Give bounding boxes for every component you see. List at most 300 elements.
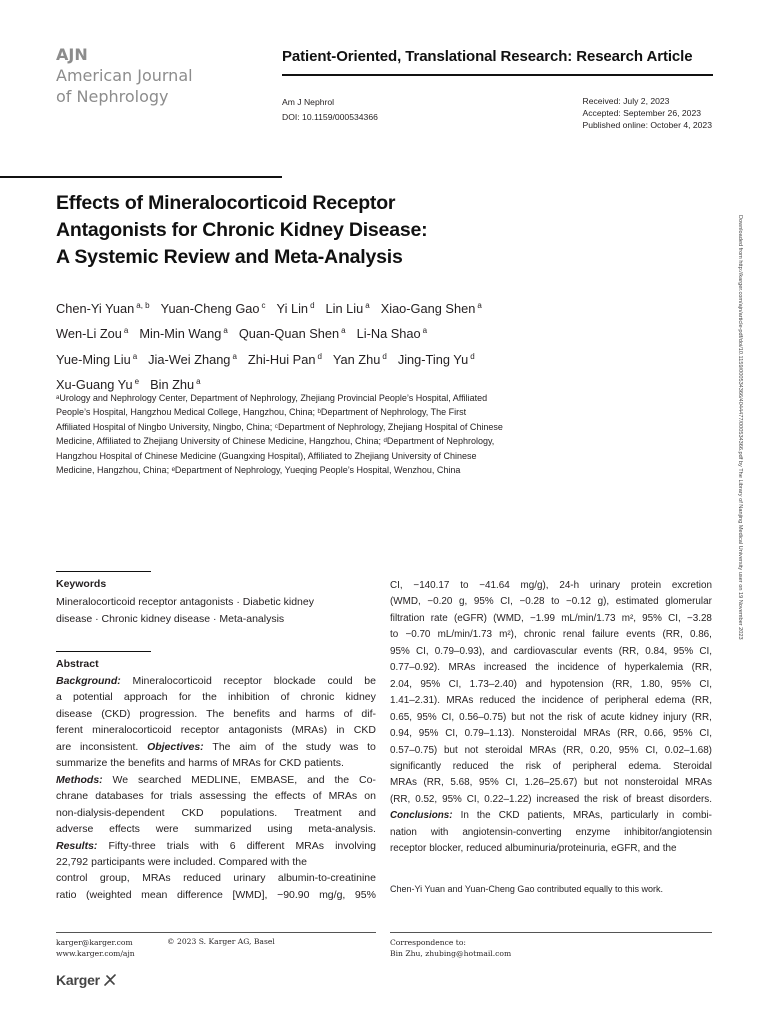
author-name: Xu-Guang Yu [56, 377, 133, 393]
abstract-word: (weighted [86, 888, 132, 901]
abstract-word: glomerular [665, 596, 712, 608]
abstract-word: albumin-to-creatinine [277, 872, 376, 885]
author-name: Chen-Yi Yuan [56, 301, 135, 316]
abstract-word: databases [95, 790, 144, 803]
abstract-word: 0.57–0.75) [390, 744, 438, 756]
abstract-word: EMBASE, [250, 773, 298, 786]
abstract-word: particularly [610, 810, 659, 822]
abstract-word: effects [109, 823, 140, 836]
abstract-word: using [267, 823, 293, 836]
abstract-word: receptor [390, 843, 427, 855]
abstract-word: steroidal [485, 744, 523, 756]
abstract-word: benefits [127, 757, 165, 770]
abstract-word: g), [597, 596, 610, 608]
abstract-word: the [110, 757, 125, 770]
abstract-word: The [212, 740, 231, 753]
abstract-word: CI, [699, 728, 712, 740]
abstract-word: 5.68, [450, 777, 473, 789]
abstract-word: 0.66, [644, 728, 667, 740]
abstract-word: 95% [673, 645, 694, 657]
abstract-word: (RR, [390, 793, 411, 805]
abstract-word: were [155, 823, 179, 836]
abstract-word: 1.26–25.67) [524, 777, 578, 789]
karger-mark-icon [102, 972, 118, 988]
keywords-divider [56, 571, 151, 572]
abstract-word: participants [91, 855, 145, 868]
author-affiliation-marker: a [223, 326, 228, 336]
abstract-word: of [587, 711, 596, 723]
abstract-word: (RR, [691, 662, 712, 674]
abstract-word: edema. [628, 760, 662, 772]
abstract-word: CI, [415, 645, 429, 657]
keywords-line: disease · Chronic kidney disease · Meta-analysis [56, 612, 285, 625]
abstract-line [390, 808, 712, 824]
abstract-word: harms [305, 707, 335, 720]
abstract-word: risk [567, 711, 583, 723]
abstract-section-label: Background: [56, 675, 121, 687]
abstract-word: (RR, [611, 678, 633, 690]
abstract-word: patients, [527, 810, 565, 822]
abstract-line [56, 755, 376, 771]
abstract-word: mL/min/1.73 [437, 629, 492, 641]
article-section-label: Patient-Oriented, Translational Research: Research Article [282, 48, 693, 65]
author[interactable] [381, 301, 482, 316]
abstract-word: MRAs [583, 728, 611, 740]
abstract-word: filtration [390, 612, 425, 624]
abstract-word: were [147, 855, 171, 868]
abstract-word: for [263, 757, 277, 770]
abstract-word: MRAs [448, 662, 476, 674]
abstract-word: (RR, [662, 629, 683, 641]
author-name: Min-Min Wang [139, 326, 222, 342]
abstract-heading: Abstract [56, 658, 99, 670]
abstract-word: 0.20, [590, 744, 612, 756]
abstract-word: kidney [345, 691, 376, 704]
abstract-word: acute [600, 711, 625, 723]
abstract-line [56, 706, 376, 722]
author-name: Bin Zhu [150, 377, 195, 393]
copyright-notice: © 2023 S. Karger AG, Basel [167, 937, 275, 946]
publisher-website[interactable]: www.karger.com/ajn [56, 949, 135, 958]
abstract-word: CI, [448, 678, 462, 690]
abstract-word: edema [655, 695, 686, 707]
author-line [56, 320, 576, 345]
publisher-logo [56, 972, 118, 988]
author[interactable] [357, 326, 427, 341]
abstract-word: CI, [441, 711, 455, 723]
abstract-word: of [623, 793, 632, 805]
abstract-word: MRAs [295, 839, 325, 852]
affiliation-line: People’s Hospital, Hangzhou Medical College, Hangzhou, China; ᵇDepartment of Nephrology, The First [56, 407, 467, 418]
abstract-line [56, 689, 376, 705]
abstract-line [390, 792, 712, 808]
abstract-word: MRAs [390, 777, 417, 789]
abstract-word: −0.70 [405, 629, 431, 641]
abstract-word: (RR, [691, 711, 712, 723]
abstract-word: CI, [390, 580, 403, 591]
abstract-word: for [150, 790, 164, 803]
journal-name-line2: of Nephrology [56, 87, 169, 106]
publisher-contact [56, 937, 135, 959]
abstract-word: 2.04, [390, 678, 412, 690]
article-title [56, 190, 516, 271]
author-affiliation-marker: a [365, 301, 370, 310]
abstract-word: renal [562, 629, 585, 641]
abstract-word: CI, [668, 612, 681, 624]
journal-abbreviation: AJN [56, 45, 88, 64]
abstract-word: mg/g), [520, 580, 549, 591]
abstract-line [56, 821, 376, 837]
abstract-word: to [390, 629, 399, 641]
author-name: Jia-Wei Zhang [148, 351, 231, 367]
abstract-word: (eGFR) [453, 612, 487, 624]
title-line: A Systemic Review and Meta-Analysis [56, 246, 403, 268]
abstract-word: 95% [416, 711, 437, 723]
affiliations [56, 391, 588, 477]
equal-contribution-note: Chen-Yi Yuan and Yuan-Cheng Gao contributed equally to this work. [390, 884, 664, 894]
abstract-word: significantly [390, 760, 442, 772]
author-name: Li-Na Shao [356, 326, 421, 342]
affiliation-line: ᵃUrology and Nephrology Center, Department of Nephrology, Zhejiang Provincial People’s Hospital, Affiliated [56, 393, 488, 403]
author-affiliation-marker: e [134, 377, 140, 387]
author-affiliation-marker: a, b [136, 301, 150, 310]
abstract-word: of [590, 695, 599, 707]
abstract-word: cardiovascular [513, 645, 578, 657]
citation-block [282, 95, 378, 125]
abstract-word: of [552, 760, 561, 772]
abstract-word: ratio [56, 888, 77, 901]
abstract-word: on [364, 790, 376, 803]
abstract-word: inhibitor/angiotensin [624, 826, 712, 838]
abstract-word: breast [636, 793, 664, 805]
abstract-word: −0.28 [519, 596, 545, 608]
abstract-word: hyperkalemia [624, 662, 684, 674]
abstract-word: the [521, 695, 536, 707]
author-line [56, 295, 576, 320]
abstract-word: combi- [682, 810, 712, 822]
abstract-word: 0.77–0.92). [390, 662, 440, 674]
abstract-word: Mineralocorticoid [132, 675, 212, 687]
author-name: Yi Lin [276, 301, 309, 316]
abstract-word: reduced [466, 843, 502, 855]
publisher-name: Karger [56, 972, 100, 988]
abstract-word: effects [274, 790, 306, 803]
author[interactable] [248, 352, 322, 367]
abstract-word: potential [73, 691, 113, 704]
abstract-word: difference [176, 888, 223, 901]
abstract-word: g, [458, 596, 468, 608]
abstract-word: with [200, 839, 219, 852]
author[interactable] [56, 352, 137, 367]
abstract-word: (CKD) [101, 707, 131, 720]
author-list [56, 295, 576, 397]
abstract-word: MRAs [529, 744, 557, 756]
author[interactable] [56, 301, 150, 316]
abstract-word: the [292, 855, 307, 868]
abstract-word: incidence [541, 695, 584, 707]
abstract-word: MRAs [685, 777, 712, 789]
abstract-word: −3.28 [686, 612, 712, 624]
abstract-word: 0.22–1.22) [484, 793, 532, 805]
abstract-word: benefits [233, 707, 270, 720]
abstract-word: We [112, 773, 129, 786]
abstract-word: and [278, 707, 297, 720]
abstract-divider [56, 651, 151, 652]
abstract-word: CKD [498, 810, 520, 822]
abstract-word: 0.79–0.93), [434, 645, 485, 657]
abstract-word: CKD [181, 806, 204, 819]
abstract-line [56, 805, 376, 821]
abstract-word: and [490, 645, 508, 657]
abstract-word: 0.79–1.13). [464, 728, 515, 740]
abstract-line [56, 887, 376, 903]
abstract-line [390, 759, 712, 775]
author-name: Quan-Quan Shen [238, 326, 340, 342]
abstract-word: eGFR, [611, 843, 641, 855]
abstract-word: not [604, 777, 618, 789]
abstract-word: patients. [304, 757, 344, 770]
abstract-word: CI, [505, 777, 518, 789]
abstract-word: 95% [672, 728, 693, 740]
abstract-word: disorders. [668, 793, 712, 805]
author[interactable] [333, 352, 387, 367]
abstract-word: summarize [56, 757, 108, 770]
abstract-line [390, 726, 712, 742]
abstract-word: ferent [56, 724, 83, 737]
author[interactable] [398, 352, 475, 367]
abstract-line [390, 825, 712, 841]
abstract-word: protein [630, 580, 662, 591]
abstract-word: failure [592, 629, 619, 641]
abstract-word: events [583, 645, 613, 657]
abstract-word: the [662, 843, 677, 855]
abstract-word: 95% [442, 793, 462, 805]
download-watermark [734, 215, 744, 995]
abstract-line [390, 627, 712, 643]
abstract-word: MEDLINE, [191, 773, 241, 786]
author-affiliation-marker: d [382, 351, 387, 361]
author-affiliation-marker: d [310, 301, 315, 310]
abstract-word: nation [390, 826, 417, 838]
abstract-word: MRAs [328, 790, 358, 803]
download-notice: Downloaded from http://karger.com/ajn/article-pdf/doi/10.1159/000534366/4044477/000534366.pdf by The Library of Nanjing Medical University user on 19 November 2023 [737, 215, 743, 640]
abstract-word: 95% [420, 678, 441, 690]
author[interactable] [56, 377, 139, 392]
abstract-word: summarized [194, 823, 252, 836]
abstract-word: Nonsteroidal [521, 728, 577, 740]
author[interactable] [148, 352, 237, 367]
abstract-line [56, 870, 376, 886]
abstract-word: CI, [500, 596, 513, 608]
abstract-word: study [305, 740, 331, 753]
abstract-word: increased [483, 662, 527, 674]
abstract-word: the [282, 740, 298, 753]
abstract-word: be [364, 675, 376, 687]
abstract-line [390, 578, 712, 594]
abstract-word: −0.20 [427, 596, 453, 608]
abstract-line [390, 841, 712, 857]
abstract-word: (RR, [562, 744, 584, 756]
abstract-word: involving [335, 839, 376, 852]
abstract-word: CKD [279, 757, 302, 770]
abstract-word: 95% [390, 645, 410, 657]
abstract-word: Steroidal [672, 760, 712, 772]
abstract-word: the [202, 691, 217, 704]
keywords-line: Mineralocorticoid receptor antagonists · Diabetic kidney [56, 596, 314, 608]
abstract-word: adverse [56, 823, 94, 836]
abstract-word: Compared [218, 855, 268, 868]
abstract-word: In [460, 810, 469, 822]
abstract-word: receptor [223, 675, 263, 687]
author[interactable] [326, 301, 370, 316]
abstract-word: nonsteroidal [624, 777, 679, 789]
abstract-word: of [280, 691, 290, 704]
abstract-word: CKD [353, 724, 376, 737]
author-name: Zhi-Hui Pan [247, 351, 316, 367]
author[interactable] [150, 377, 201, 392]
abstract-line [390, 693, 712, 709]
published-date: Published online: October 4, 2023 [582, 120, 712, 130]
abstract-line [390, 660, 712, 676]
abstract-word: 95% [478, 777, 499, 789]
abstract-word: of [312, 790, 322, 803]
affiliation-line: Medicine, Affiliated to Zhejiang University of Chinese Medicine, Hangzhou, China; ᵈDepartment of Nephrology, [56, 436, 495, 447]
abstract-word: blockade [273, 675, 316, 687]
abstract-word: and [167, 757, 186, 770]
abstract-line [390, 594, 712, 610]
abstract-word: progression. [139, 707, 198, 720]
author-affiliation-marker: a [132, 351, 138, 361]
abstract-word: antagonists [228, 724, 283, 737]
abstract-word: (WMD, [390, 596, 421, 608]
abstract-word: Fifty-three [108, 839, 156, 852]
abstract-word: mean [141, 888, 168, 901]
abstract-word: 22,792 [56, 855, 89, 868]
abstract-word: the [334, 773, 350, 786]
abstract-line [56, 854, 376, 870]
abstract-word: rate [430, 612, 448, 624]
abstract-word: incidence [557, 662, 600, 674]
author-affiliation-marker: d [470, 351, 475, 361]
journal-citation: Am J Nephrol [282, 97, 335, 107]
abstract-word: Co- [358, 773, 376, 786]
abstract-word: 1.41–2.31). [390, 695, 440, 707]
author-name: Xiao-Gang Shen [380, 301, 476, 316]
abstract-word: (RR, [691, 695, 712, 707]
abstract-word: MRAs [232, 757, 261, 770]
abstract-word: 95% [671, 678, 691, 690]
title-line: Effects of Mineralocorticoid Receptor [56, 192, 396, 214]
title-line: Antagonists for Chronic Kidney Disease: [56, 219, 428, 241]
abstract-word: Treatment [294, 806, 342, 819]
abstract-word: in [336, 724, 345, 737]
abstract-word: MRAs, [573, 810, 603, 822]
abstract-word: −41.64 [479, 580, 510, 591]
abstract-section-label: Conclusions: [390, 810, 453, 822]
footer-divider-left [56, 932, 376, 933]
abstract-word: m², [621, 612, 636, 624]
abstract-line [390, 743, 712, 759]
author-affiliation-marker: a [196, 377, 201, 387]
abstract-word: group, [99, 872, 130, 885]
abstract-word: 24-h [559, 580, 580, 591]
affiliation-line: Hangzhou Hospital of Chinese Medicine (Guangxing Hospital), Affiliated to Zhejiang University of Chinese [56, 450, 477, 461]
abstract-word: chronic [300, 691, 335, 704]
author-affiliation-marker: a [123, 326, 129, 336]
received-date: Received: July 2, 2023 [582, 96, 670, 106]
abstract-word: (MRAs) [291, 724, 328, 737]
abstract-word: MRAs [446, 695, 474, 707]
abstract-word: with [270, 855, 290, 868]
author[interactable] [239, 326, 346, 341]
doi-link[interactable]: DOI: 10.1159/000534366 [282, 112, 378, 122]
keywords-heading: Keywords [56, 578, 107, 590]
author[interactable] [161, 301, 266, 316]
abstract-word: the [253, 790, 268, 803]
abstract-word: (RR, [617, 728, 638, 740]
abstract-word: peripheral [604, 695, 649, 707]
author[interactable] [56, 326, 128, 341]
author-affiliation-marker: a [477, 301, 482, 310]
author-line [56, 346, 576, 371]
accepted-date: Accepted: September 26, 2023 [582, 108, 701, 118]
abstract-word: not [464, 744, 479, 756]
journal-name-line1: American Journal [56, 66, 193, 85]
abstract-word: the [535, 662, 549, 674]
author[interactable] [139, 326, 227, 341]
abstract-word: a [56, 691, 62, 704]
abstract-word: 6 [229, 839, 236, 852]
abstract-word: −140.17 [413, 580, 450, 591]
abstract-word: mineralocorticoid [92, 724, 172, 737]
abstract-word: harms [188, 757, 218, 770]
abstract-word: CI, [699, 645, 712, 657]
abstract-word: (WMD, [493, 612, 524, 624]
abstract-word: inconsistent. [79, 740, 139, 753]
abstract-line [390, 611, 712, 627]
abstract-word: to [551, 596, 560, 608]
abstract-word: CI, [466, 793, 480, 805]
abstract-word: different [246, 839, 285, 852]
abstract-word: 1.73–2.40) [469, 678, 517, 690]
correspondence [390, 937, 511, 959]
abstract-line [390, 775, 712, 791]
correspondence-contact[interactable]: Bin Zhu, zhubing@hotmail.com [390, 949, 512, 958]
abstract-word: non-dialysis-dependent [56, 806, 165, 819]
abstract-word: trials [170, 790, 193, 803]
abstract-word: and [525, 678, 542, 690]
abstract-word: are [56, 740, 72, 753]
abstract-line [56, 772, 376, 788]
abstract-word: 0.02–1.68) [664, 744, 712, 756]
abstract-word: risk [602, 793, 619, 805]
abstract-word: searched [137, 773, 182, 786]
abstract-word: urinary [233, 872, 266, 885]
abstract-word: CI, [445, 728, 458, 740]
abstract-word: assessing [199, 790, 247, 803]
author[interactable] [277, 301, 315, 316]
abstract-word: meta-analysis. [308, 823, 376, 836]
abstract-word: the [476, 810, 491, 822]
publisher-email[interactable]: karger@karger.com [56, 938, 133, 947]
abstract-word: control [56, 872, 88, 885]
abstract-word: of [220, 757, 230, 770]
abstract-word: [WMD], [232, 888, 268, 901]
abstract-word: dif- [361, 707, 376, 720]
abstract-line [390, 644, 712, 660]
author-affiliation-marker: d [317, 351, 322, 361]
abstract-word: the [500, 760, 514, 772]
